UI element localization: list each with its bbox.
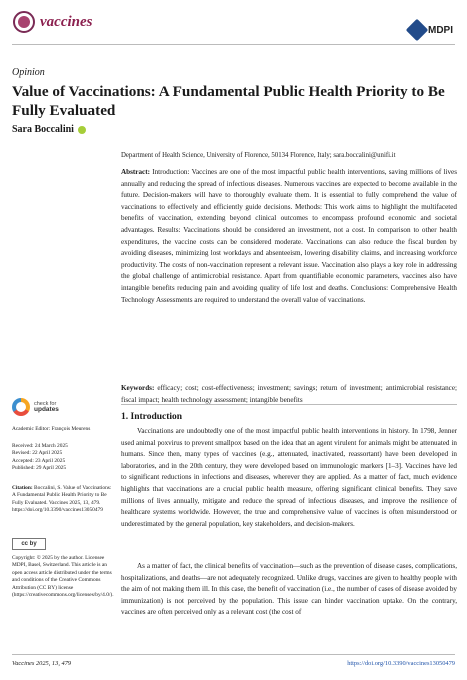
citation-block	[12, 485, 112, 515]
author-name: Sara Boccalini	[12, 124, 74, 135]
footer-doi-link[interactable]: https://doi.org/10.3390/vaccines13050479	[347, 660, 455, 667]
check-updates-icon	[12, 398, 30, 416]
abstract-text: Introduction: Vaccines are one of the most impactful public health interventions, saving millions of lives annually and reducing the spread of infectious diseases. Numerous vaccines are expected to become available in the future. Decision-makers will have to thoroughly evaluate them. It is essential to fully comprehend the value of vaccinations to effectively and efficiently guide decisions. Methods: This work aims to highlight the multifaceted benefits of vaccination, extending beyond clinical outcomes to encompass profound economic and societal advantages. Results: Vaccinations should be considered an investment, not a cost. In comparison to other health expenditures, the vaccine costs can be considered moderate. Vaccinations can also reduce the fiscal burden by avoiding diseases, minimizing lost workdays and absenteeism, lowering disability claims, and increasing workforce productivity. The costs of non-vaccination represent a relevant issue. Vaccination also plays a key role in addressing the global challenge of antimicrobial resistance. Apart from quantifiable economic parameters, vaccines also have intangible benefits reducing pain and avoiding quality of life lost and deaths. Conclusions: Comprehensive Health Technology Assessments are required to understand the overall value of vaccinations.	[121, 168, 457, 304]
article-type: Opinion	[12, 67, 45, 78]
journal-name: vaccines	[40, 13, 93, 30]
header-divider	[12, 44, 455, 45]
check-for-updates[interactable]	[12, 398, 59, 416]
intro-paragraph-1: Vaccinations are undoubtedly one of the most impactful public health interventions in history. In 1798, Jenner used animal poxvirus to prevent smallpox based on the idea that an agent virulent for animals might be attenuated in humans. Since then, many types of vaccines (e.g., attenuated, inactivated, reassortant) have been developed in laboratories, and in the 20th century, they were developed based on immunologic markers [1–3]. Vaccines have led to significant reductions in infections and diseases, wherever they are applied. As a matter of fact, much evidence highlights that vaccinations are a crucial public health measure, offering significant clinical benefits. They save millions of lives annually, mitigate and reduce the spread of infectious diseases, and improve the resilience of healthcare systems worldwide. However, the true and comprehensive value of vaccines is often misunderstood or underestimated by the general population, key stakeholders, and decision-makers.	[121, 427, 457, 528]
keywords	[121, 383, 457, 406]
abstract	[121, 167, 457, 306]
section-heading: 1. Introduction	[121, 412, 183, 422]
citation-text: Boccalini, S. Value of Vaccinations: A Fundamental Public Health Priority to Be Fully Evaluated. Vaccines 2025, 13, 479. https://doi.org/10.3390/vaccines13050479	[12, 485, 112, 514]
orcid-icon[interactable]	[78, 126, 86, 134]
copyright-block: Copyright: © 2025 by the author. Licensee MDPI, Basel, Switzerland. This article is an open access article distributed under the terms and conditions of the Creative Commons Attribution (CC BY) license (https://creativecommons.org/licenses/by/4.0/).	[12, 555, 114, 599]
revised-date: Revised: 22 April 2025	[12, 450, 63, 457]
history-dates	[12, 443, 112, 473]
keywords-text: efficacy; cost; cost-effectiveness; investment; savings; return of investment; antimicrobial resistance; fiscal impact; health technology assessment; intangible benefits	[121, 384, 457, 404]
publisher-name: MDPI	[428, 24, 453, 36]
accepted-date: Accepted: 23 April 2025	[12, 457, 66, 464]
author	[12, 124, 86, 135]
article-title: Value of Vaccinations: A Fundamental Public Health Priority to Be Fully Evaluated	[12, 83, 445, 119]
keywords-label: Keywords:	[121, 384, 155, 392]
academic-editor: Academic Editor: François Meurens	[12, 426, 91, 432]
publisher-icon	[406, 19, 429, 42]
keywords-divider	[121, 404, 457, 405]
footer-divider	[12, 654, 455, 655]
received-date: Received: 24 March 2025	[12, 443, 68, 449]
journal-icon	[13, 11, 35, 33]
citation-label: Citation:	[12, 485, 33, 491]
journal-logo	[13, 11, 92, 33]
check-updates-line1: check for	[34, 401, 57, 407]
published-date: Published: 29 April 2025	[12, 465, 67, 472]
footer-citation: Vaccines 2025, 13, 479	[12, 660, 72, 667]
affiliation: Department of Health Science, University of Florence, 50134 Florence, Italy; sara.boccalini@unifi.it	[121, 152, 396, 159]
abstract-label: Abstract:	[121, 168, 150, 176]
publisher-logo	[409, 22, 453, 38]
cc-by-license-badge[interactable]: cc by	[12, 538, 46, 550]
intro-paragraph-2: As a matter of fact, the clinical benefits of vaccination—such as the prevention of disease cases, complications, hospitalizations, and deaths—are not adequately recognized. Unlike drugs, vaccines are given to healthy people with the aim of not making them ill. In this case, the benefit of vaccination (i.e., the number of cases of disease avoided by immunization) is not perceived by the population. This issue can hinder vaccination uptake. On the contrary, vaccines are often perceived only as a relevant cost (the cost of	[121, 562, 457, 617]
check-updates-line2: updates	[34, 406, 59, 413]
